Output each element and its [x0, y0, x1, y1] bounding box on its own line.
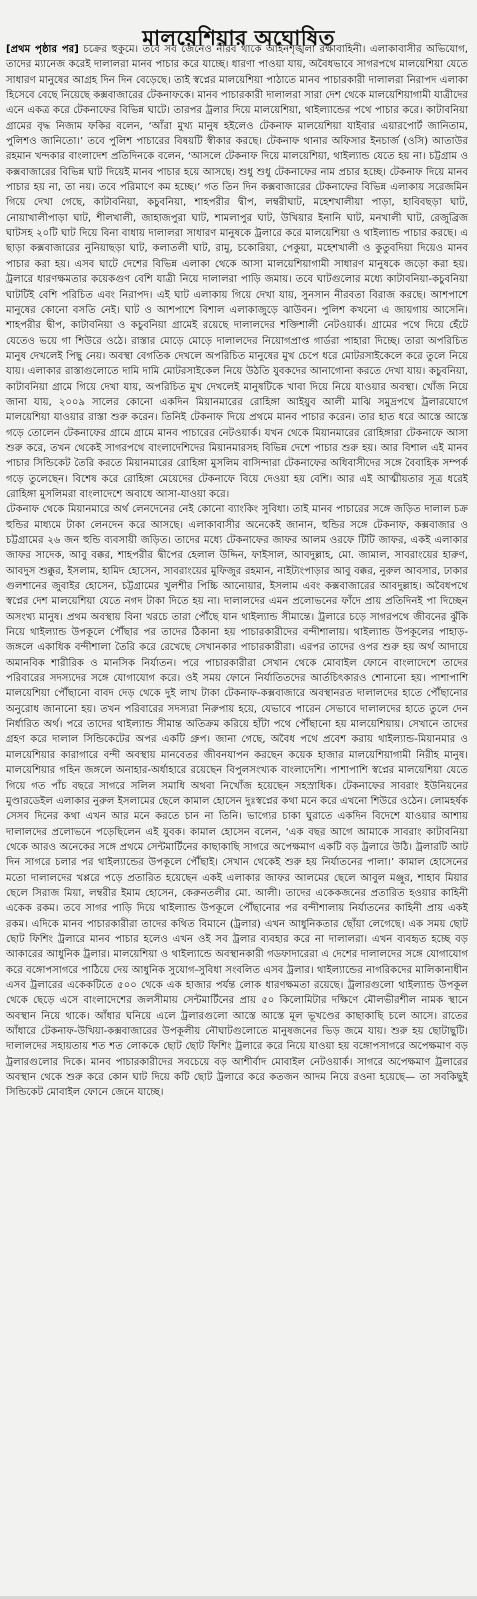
article-body	[6, 42, 468, 1599]
article-headline: মালয়েশিয়ার অঘোষিত	[142, 25, 335, 51]
paragraph-text: টেকনাফ থেকে মিয়ানমারে অর্থ লেনদেনের নেই কোনো ব্যাংকিং সুবিধা। তাই মানব পাচারের সঙ্গে জড়িত দালাল চক্র হুন্ডির মাধ্যমে টাকা লেনদেন করে আসছে। এলাকাবাসীর অনেকেই জানান, হুন্ডির সঙ্গে টেকনাফ, কক্সবাজার ও চট্টগ্রামের ২৬ জন হুন্ডি ব্যবসায়ী জড়িত। তাদের মধ্যে টেকনাফের জাফর আলম ওরফে টিটি জাফর, একই এলাকার জাফর সাদেক, আবু বক্কর, শাহপরীর দ্বীপের হেলাল উদ্দিন, ফাইসাল, আবদুল্লাহ, মো. জামাল, সাবরাংয়ের হারুণ, আবদুস শুক্কুর, ইসলাম, হামিদ হোসেন, সাবরাংয়ের মুফিজুর রহমান, নাইট্যংপাড়ার আবু বক্কর, নুরুল আবসার, ঢাকার গুলশানের জুবাইর হোসেন, চট্টগ্রামের খুলশীর পিচ্চি আনোয়ার, ইসলাম এবং কক্সবাজারের আবদুল্লাহ। অবৈধপথে স্বপ্নের দেশ মালয়েশিয়া যেতে নগদ টাকা দিতে হয় না। দালালদের এমন প্রলোভনের ফাঁদে প্রায় প্রতিদিনই পা দিচ্ছেন অসংখ্য মানুষ। প্রথম অবস্থায় বিনা খরচে তারা পৌঁছে যান থাইল্যান্ড সীমান্তে। ট্রলারে চড়ে সাগরপথে জীবনের ঝুঁকি নিয়ে থাইল্যান্ড উপকূলে পৌঁছার পর তাদের ঠিকানা হয় পাচারকারীদের বন্দীশালায়। থাইল্যান্ড উপকূলের পাহাড়-জঙ্গলে একাধিক বন্দীশালা তৈরি করে রেখেছে সেখানকার পাচারকারীরা। এরপর তাদের ওপর শুরু হয় অর্থ আদায়ে অমানবিক শারীরিক ও মানসিক নির্যাতন। পরে পাচারকারীরা সেখান থেকে মোবাইল ফোনে বাংলাদেশে তাদের পরিবারের সদস্যদের সঙ্গে যোগাযোগ করে। ওই সময় ফোনে নির্যাতিতদের আর্তচিৎকারও শোনানো হয়। পাশাপাশি মালয়েশিয়া পৌঁছানো বাবদ দেড় থেকে দুই লাখ টাকা টেকনাফ-কক্সবাজারে অবস্থানরত দালালদের হাতে পৌঁছানোর অনুরোধ জানানো হয়। তখন পরিবারের সদস্যরা নিরুপায় হয়ে, যেভাবে পারেন সেভাবে দালালদের হাতে তুলে দেন নির্ধারিত অর্থ। পরে তাদের থাইল্যান্ড সীমান্ত অতিক্রম করিয়ে হাঁটা পথে পৌঁছানো হয় মালয়েশিয়ায়। সেখানে তাদের গ্রহণ করে দালাল সিন্ডিকেটের অপর একটি গ্রুপ। জানা গেছে, অবৈধ পথে প্রবেশ করায় থাইল্যান্ড-মিয়ানমার ও মালয়েশিয়ার কারাগারে বন্দী অবস্থায় মানবেতর জীবনযাপন করছেন কয়েক হাজার মালয়েশিয়াগামী নিরীহ মানুষ। মালয়েশিয়ার গহিন জঙ্গলে অনাহার-অর্ধাহারে রয়েছেন বিপুলসংখ্যক বাংলাদেশি। পাশাপাশি স্বপ্নের মালয়েশিয়া যেতে গিয়ে গত পাঁচ বছরে সাগরে সলিল সমাধি অথবা নিখোঁজ হয়েছেন সহস্রাধিক। টেকনাফের সাবরাং ইউনিয়নের মুণ্ডারডেইল এলাকার নুরুল ইসলামের ছেলে কামাল হোসেন দুঃস্বপ্নের কথা মনে করে এখনো শিউরে ওঠেন। লোমহর্ষক সেসব দিনের কথা এখন আর মনে করতে চান না তিনি। ভাগ্যের চাকা ঘুরাতে একদিন বিদেশে যাওয়ার আশায় দালালদের প্রলোভনে পড়েছিলেন এই যুবক। কামাল হোসেন বলেন, ‘এক বছর আগে আমাকে সাবরাং কাটাবনিয়া থেকে আরও অনেকের সঙ্গে প্রথমে সেন্টমার্টিনের কাছাকাছি সাগরে অপেক্ষমাণ একটি বড় ট্রলারে উঠি। ট্রলারটি আট দিন সাগরে চলার পর থাইল্যান্ডের উপকূলে পৌঁছাই। সেখান থেকেই শুরু হয় নির্যাতনের পালা।’ কামাল হোসেনের মতো দালালদের খপ্পরে পড়ে প্রতারিত হয়েছেন একই এলাকার জাফর আলমের ছেলে আবুল মঞ্জুর, শাহাব মিয়ার ছেলে সিরাজ মিয়া, লম্বরীর ইমাম হোসেন, কেরুনতলীর মো. আলী। তাদের একেকজনের প্রতারিত হওয়ার কাহিনী একেক রকম। তবে সাগর পাড়ি দিয়ে থাইল্যান্ড উপকূলে পৌঁছানোর পর বন্দীশালায় নির্যাতনের কাহিনী প্রায় একই রকম। এদিকে মানব পাচারকারীরা তাদের কথিত বিমানে (ট্রলার) এখন আধুনিকতার ছোঁয়া লেগেছে। এক সময় ছোট ছোট ফিশিং ট্রলারে মানব পাচার হলেও এখন ওই সব ট্রলার ব্যবহার করে না দালালরা। এখন ব্যবহৃত হচ্ছে বড় আকারের আধুনিক ট্রলার। মালয়েশিয়া ও থাইল্যান্ডে অবস্থানকারী গডফাদারেরা এ দেশের দালালদের সঙ্গে যোগাযোগ করে বঙ্গোপসাগরে পাঠিয়ে দেয় আধুনিক সুযোগ-সুবিধা সংবলিত এসব ট্রলার। থাইল্যান্ডের নাগরিকদের মালিকানাধীন এসব ট্রলারের একেকটিতে ৫০০ থেকে এক হাজার পর্যন্ত লোক ধারণক্ষমতা রয়েছে। ট্রলারগুলো থাইল্যান্ড উপকূল থেকে ছেড়ে এসে বাংলাদেশের জলসীমায় সেন্টমার্টিনের প্রায় ৫০ কিলোমিটার দক্ষিণে মৌলভীরশীল নামক স্থানে অবস্থান নিয়ে থাকে। আঁধার ঘনিয়ে এলে ট্রলারগুলো আস্তে আস্তে মূল ভূখণ্ডের কাছাকাছি চলে আসে। রাতের আঁধারে টেকনাফ-উখিয়া-কক্সবাজারের উপকূলীয় নৌঘাটগুলোতে মানুষজনের ভিড় জমে যায়। শুরু হয় ছোটাছুটি। দালালদের সহায়তায় শত শত লোককে ছোট ছোট ফিশিং ট্রলারে করে নিয়ে যাওয়া হয় বঙ্গোপসাগরে অপেক্ষমাণ বড় ট্রলারগুলোর দিকে। মানব পাচারকারীদের সবচেয়ে বড় আশীর্বাদ মোবাইল নেটওয়ার্ক। সাগরে অপেক্ষমাণ ট্রলারের অবস্থান থেকে শুরু করে কোন ঘাট দিয়ে কটি ছোট ট্রলারে করে কতজন আদম নিয়ে রওনা হয়েছে— তা সবকিছুই সিন্ডিকেট মোবাইল ফোনে জেনে যাচ্ছে।	[6, 504, 469, 1099]
cropped-masthead-strip	[4, 0, 124, 8]
article-paragraph-2	[6, 502, 468, 1100]
article-paragraph-1	[6, 42, 468, 502]
paragraph-text: চক্রের হুকুমে। তবে সব জেনেও নীরব থাকে আইনশৃঙ্খলা রক্ষাবাহিনী। এলাকাবাসীর অভিযোগ, তাদের ম্যানেজ করেই দালালরা মানব পাচার করে যাচ্ছে। ধারণা পাওয়া যায়, অবৈধভাবে সাগরপথে মালয়েশিয়া যেতে সাধারণ মানুষের আগ্রহ দিন দিন বেড়েছে। তাই স্বপ্নের মালয়েশিয়া পাঠাতে মানব পাচারকারী দালালরা নিরাপদ এলাকা হিসেবে বেছে নিয়েছে কক্সবাজারের টেকনাফকে। মানব পাচারকারী দালালরা সারা দেশ থেকে মালয়েশিয়াগামী যাত্রীদের এনে একত্র করে টেকনাফের বিভিন্ন ঘাটে। তারপর ট্রলার দিয়ে মালয়েশিয়া, থাইল্যান্ডের পথে পাচার করে। কাটাবনিয়া গ্রামের বৃদ্ধ নিজাম ফকির বলেন, ‘আঁরা মুখ্য মানুষ হইলেও টেকনাফ মালয়েশিয়া যাইবার এয়ারপোর্ট জানিতাম, পুলিশও জানিতো।’ তবে পুলিশ পাচারের বিষয়টি স্বীকার করছে। টেকনাফ থানার অফিসার ইনচার্জ (ওসি) আতাউর রহমান খন্দকার বাংলাদেশ প্রতিদিনকে বলেন, ‘আসলে টেকনাফ দিয়ে মালয়েশিয়া, থাইল্যান্ড যেতে হয় না। চট্টগ্রাম ও কক্সবাজারের বিভিন্ন ঘাট দিয়েই মানব পাচার হয়ে আসছে। শুধু শুধু টেকনাফের নাম প্রচার হচ্ছে। টেকনাফ দিয়ে মানব পাচার হয় না, তা নয়। তবে পরিমাণে কম হচ্ছে।’ গত তিন দিন কক্সবাজারের টেকনাফের বিভিন্ন এলাকায় সরেজমিন গিয়ে দেখা গেছে, কাটাবনিয়া, কচুবনিয়া, শাহপরীর দ্বীপ, লম্বরীঘাট, মহেশখালীয়া পাড়া, হাবিবছড়া ঘাট, নোয়াখালীপাড়া ঘাট, শীলখালী, জাহাজপুরা ঘাট, শামলাপুর ঘাট, উখিয়ার ইনানি ঘাট, মনখালী ঘাট, রেজুব্রিজ ঘাটসহ ২০টি ঘাট দিয়ে বিনা বাধায় দালালরা সাধারণ মানুষকে ট্রলারে করে মালয়েশিয়া ও থাইল্যান্ড পাচার করছে। এ ছাড়া কক্সবাজারের নুনিয়াছড়া ঘাট, কলাতলী ঘাট, রামু, চকোরিয়া, পেকুয়া, মহেশখালী ও কুতুবদিয়া দিয়েও মানব পাচার করা হয়। এসব ঘাটে দেশের বিভিন্ন এলাকা থেকে আসা মালয়েশিয়াগামী সাধারণ মানুষকে জড়ো করা হয়। ট্রলারে ধারণক্ষমতার কয়েকগুণ বেশি যাত্রী নিয়ে দালালরা পাড়ি জমায়। তবে ঘাটগুলোর মধ্যে কাটাবনিয়া-কচুবনিয়া ঘাটটিই বেশি পরিচিত এবং নিরাপদ। এই ঘাট এলাকায় গিয়ে দেখা যায়, সুনসান নীরবতা বিরাজ করছে। আশপাশে মানুষের কোনো বসতি নেই। ঘাট ও আশপাশে বিশাল এলাকাজুড়ে ঝাউবন। পুলিশ কখনো এ জায়গায় আসেনি। শাহপরীর দ্বীপ, কাটাবনিয়া ও কচুবনিয়া গ্রামেই রয়েছে দালালদের শক্তিশালী নেটওয়ার্ক। গ্রামের পথে দিয়ে হেঁটে যেতেও ভয়ে গা শিউরে ওঠে। রাস্তার মোড়ে মোড়ে দালালদের নিয়োগপ্রাপ্ত গার্ডরা পাহারা দিচ্ছে। তারা অপরিচিত মানুষ দেখলেই পিছু নেয়। অবস্থা বেগতিক দেখলে অপরিচিত মানুষের মুখ চেপে ধরে মোটরসাইকেলে করে তুলে নিয়ে যায়। এলাকার রাস্তাগুলোতে দামি দামি মোটরসাইকেল নিয়ে উঠতি যুবকদের আনাগোনা করতে দেখা যায়। কচুবনিয়া, কাটাবনিয়া গ্রামে গিয়ে দেখা যায়, অপরিচিত মুখ দেখলেই মানুষটিকে খাবা দিয়ে নিয়ে যাওয়ার অবস্থা। খোঁজ নিয়ে জানা যায়, ২০০৯ সালের কোনো একদিন মিয়ানমারের রোহিঙ্গা আইয়ুব আলী মাঝি সমুদ্রপথে ট্রলারযোগে মালয়েশিয়া যাওয়ার রাস্তা শুরু করেন। তিনিই টেকনাফ দিয়ে প্রথমে মানব পাচার করেন। তার হাত ধরে আস্তে আস্তে গড়ে তোলেন টেকনাফের গ্রামে গ্রামে মানব পাচারের নেটওয়ার্ক। যখন থেকে মিয়ানমারের রোহিঙ্গারা টেকনাফে আসা শুরু করে, তখন থেকেই সাগরপথে বাংলাদেশিদের মিয়ানমারসহ বিভিন্ন দেশে পাচার শুরু হয়। আর বিশাল এই মানব পাচার সিন্ডিকেট তৈরি করতে মিয়ানমারের রোহিঙ্গা মুসলিম বাসিন্দারা টেকনাফের অধিবাসীদের সঙ্গে বৈবাহিক সম্পর্ক গড়ে তুলেছেন। বিশেষ করে রোহিঙ্গা মেয়েদের টেকনাফে বিয়ে দেওয়া হয় বেশি। আর এই আত্মীয়তার সূত্র ধরেই রোহিঙ্গা মুসলিমরা বাংলাদেশে অবাধে আসা-যাওয়া করে।	[6, 44, 469, 500]
continued-from-front-page-label: [প্রথম পৃষ্ঠার পর]	[6, 44, 79, 55]
